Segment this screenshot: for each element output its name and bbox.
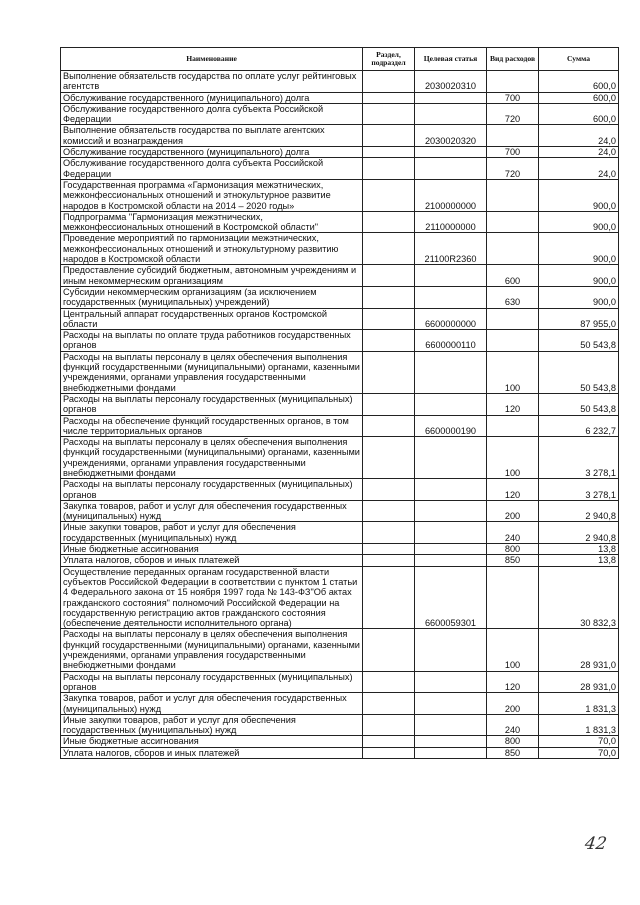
table-row: [61, 544, 619, 555]
row-section-cell: [363, 103, 415, 125]
row-section-cell: [363, 286, 415, 308]
row-expense-type-cell: [487, 415, 539, 437]
table-row: [61, 714, 619, 736]
row-section-cell: [363, 158, 415, 180]
row-target-cell: [415, 629, 487, 671]
row-expense-type-cell: [487, 211, 539, 233]
row-name-cell: Закупка товаров, работ и услуг для обеспечения государственных (муниципальных) нужд: [61, 500, 363, 522]
row-amount-cell: 6 232,7: [539, 415, 619, 437]
row-expense-type-cell: 720: [487, 158, 539, 180]
row-name-cell: Обслуживание государственного (муниципального) долга: [61, 92, 363, 103]
row-name-cell: Иные закупки товаров, работ и услуг для обеспечения государственных (муниципальных) нужд: [61, 522, 363, 544]
row-section-cell: [363, 437, 415, 479]
row-section-cell: [363, 147, 415, 158]
row-target-cell: [415, 522, 487, 544]
row-section-cell: [363, 71, 415, 93]
row-expense-type-cell: [487, 125, 539, 147]
row-name-cell: Подпрограмма "Гармонизация межэтнических, межконфессиональных отношений в Костромской области": [61, 211, 363, 233]
header-expense-type: Вид расходов: [487, 48, 539, 71]
row-name-cell: Расходы на выплаты персоналу в целях обеспечения выполнения функций государственными (муниципальными) органами, казенными учреждениями, органами управления государственными внебюджетными фондами: [61, 629, 363, 671]
row-name-cell: Иные бюджетные ассигнования: [61, 544, 363, 555]
row-amount-cell: 1 831,3: [539, 693, 619, 715]
row-section-cell: [363, 125, 415, 147]
table-row: [61, 265, 619, 287]
row-amount-cell: 600,0: [539, 92, 619, 103]
row-amount-cell: 50 543,8: [539, 330, 619, 352]
row-section-cell: [363, 566, 415, 629]
row-expense-type-cell: 200: [487, 500, 539, 522]
row-target-cell: [415, 158, 487, 180]
row-name-cell: Иные бюджетные ассигнования: [61, 736, 363, 747]
row-target-cell: [415, 351, 487, 393]
row-target-cell: [415, 671, 487, 693]
row-section-cell: [363, 693, 415, 715]
table-row: [61, 351, 619, 393]
row-section-cell: [363, 351, 415, 393]
row-name-cell: Расходы на выплаты персоналу государственных (муниципальных) органов: [61, 479, 363, 501]
table-row: [61, 308, 619, 330]
row-amount-cell: 2 940,8: [539, 500, 619, 522]
row-target-cell: [415, 92, 487, 103]
row-amount-cell: 2 940,8: [539, 522, 619, 544]
table-row: [61, 158, 619, 180]
row-amount-cell: 3 278,1: [539, 437, 619, 479]
row-name-cell: Выполнение обязательств государства по выплате агентских комиссий и вознаграждения: [61, 125, 363, 147]
row-name-cell: Проведение мероприятий по гармонизации межэтнических, межконфессиональных отношений и этнокультурному развитию народов в Костромской области: [61, 233, 363, 265]
row-section-cell: [363, 393, 415, 415]
row-amount-cell: 1 831,3: [539, 714, 619, 736]
row-expense-type-cell: 800: [487, 544, 539, 555]
row-target-cell: 2110000000: [415, 211, 487, 233]
row-target-cell: 21100R2360: [415, 233, 487, 265]
row-target-cell: 6600000000: [415, 308, 487, 330]
row-name-cell: Расходы на обеспечение функций государственных органов, в том числе территориальных органов: [61, 415, 363, 437]
row-section-cell: [363, 308, 415, 330]
row-expense-type-cell: 100: [487, 629, 539, 671]
table-row: [61, 330, 619, 352]
row-section-cell: [363, 211, 415, 233]
row-name-cell: Государственная программа «Гармонизация межэтнических, межконфессиональных отношений и этнокультурное развитие народов в Костромской области на 2014 – 2020 годы»: [61, 179, 363, 211]
row-expense-type-cell: 720: [487, 103, 539, 125]
row-amount-cell: 70,0: [539, 747, 619, 758]
row-expense-type-cell: 700: [487, 147, 539, 158]
row-target-cell: [415, 265, 487, 287]
row-expense-type-cell: 800: [487, 736, 539, 747]
row-section-cell: [363, 544, 415, 555]
table-row: [61, 125, 619, 147]
row-target-cell: [415, 544, 487, 555]
row-expense-type-cell: [487, 308, 539, 330]
row-amount-cell: 24,0: [539, 125, 619, 147]
row-amount-cell: 50 543,8: [539, 351, 619, 393]
table-row: [61, 92, 619, 103]
row-expense-type-cell: 240: [487, 522, 539, 544]
header-amount: Сумма: [539, 48, 619, 71]
budget-table: [60, 47, 619, 759]
row-expense-type-cell: [487, 233, 539, 265]
table-row: [61, 500, 619, 522]
page-number: 42: [583, 834, 609, 854]
row-name-cell: Расходы на выплаты персоналу государственных (муниципальных) органов: [61, 393, 363, 415]
row-section-cell: [363, 233, 415, 265]
row-name-cell: Осуществление переданных органам государственной власти субъектов Российской Федерации в соответствии с пунктом 1 статьи 4 Федерального закона от 15 ноября 1997 года № 143-ФЗ"Об актах гражданского состояния" полномочий Российской Федерации на государственную регистрацию актов гражданского состояния (обеспечение деятельности исполнительного органа): [61, 566, 363, 629]
row-amount-cell: 24,0: [539, 158, 619, 180]
row-target-cell: [415, 747, 487, 758]
table-row: [61, 415, 619, 437]
row-target-cell: [415, 693, 487, 715]
row-expense-type-cell: [487, 179, 539, 211]
table-row: [61, 555, 619, 566]
table-row: [61, 736, 619, 747]
row-amount-cell: 900,0: [539, 286, 619, 308]
row-amount-cell: 24,0: [539, 147, 619, 158]
row-amount-cell: 900,0: [539, 211, 619, 233]
row-expense-type-cell: 100: [487, 437, 539, 479]
row-name-cell: Выполнение обязательств государства по оплате услуг рейтинговых агентств: [61, 71, 363, 93]
row-section-cell: [363, 555, 415, 566]
row-name-cell: Уплата налогов, сборов и иных платежей: [61, 747, 363, 758]
row-name-cell: Предоставление субсидий бюджетным, автономным учреждениям и иным некоммерческим организациям: [61, 265, 363, 287]
row-target-cell: [415, 103, 487, 125]
row-amount-cell: 3 278,1: [539, 479, 619, 501]
row-amount-cell: 600,0: [539, 103, 619, 125]
table-row: [61, 103, 619, 125]
row-name-cell: Центральный аппарат государственных органов Костромской области: [61, 308, 363, 330]
table-row: [61, 522, 619, 544]
table-row: [61, 629, 619, 671]
row-name-cell: Расходы на выплаты персоналу государственных (муниципальных) органов: [61, 671, 363, 693]
row-name-cell: Расходы на выплаты по оплате труда работников государственных органов: [61, 330, 363, 352]
row-section-cell: [363, 330, 415, 352]
row-expense-type-cell: [487, 330, 539, 352]
row-amount-cell: 900,0: [539, 179, 619, 211]
row-expense-type-cell: 120: [487, 479, 539, 501]
header-target: Целевая статья: [415, 48, 487, 71]
row-target-cell: 6600000190: [415, 415, 487, 437]
row-section-cell: [363, 415, 415, 437]
row-section-cell: [363, 671, 415, 693]
table-row: [61, 693, 619, 715]
row-name-cell: Обслуживание государственного (муниципального) долга: [61, 147, 363, 158]
row-section-cell: [363, 92, 415, 103]
row-target-cell: [415, 437, 487, 479]
row-amount-cell: 50 543,8: [539, 393, 619, 415]
row-section-cell: [363, 179, 415, 211]
row-target-cell: 2100000000: [415, 179, 487, 211]
row-section-cell: [363, 714, 415, 736]
row-name-cell: Расходы на выплаты персоналу в целях обеспечения выполнения функций государственными (муниципальными) органами, казенными учреждениями, органами управления государственными внебюджетными фондами: [61, 351, 363, 393]
row-expense-type-cell: 120: [487, 393, 539, 415]
row-expense-type-cell: 700: [487, 92, 539, 103]
row-amount-cell: 600,0: [539, 71, 619, 93]
row-amount-cell: 28 931,0: [539, 671, 619, 693]
row-target-cell: 2030020320: [415, 125, 487, 147]
row-name-cell: Уплата налогов, сборов и иных платежей: [61, 555, 363, 566]
row-name-cell: Обслуживание государственного долга субъекта Российской Федерации: [61, 158, 363, 180]
table-row: [61, 233, 619, 265]
table-row: [61, 437, 619, 479]
row-target-cell: [415, 147, 487, 158]
table-row: [61, 147, 619, 158]
header-name: Наименование: [61, 48, 363, 71]
row-target-cell: [415, 714, 487, 736]
row-expense-type-cell: 630: [487, 286, 539, 308]
table-row: [61, 479, 619, 501]
row-amount-cell: 13,8: [539, 555, 619, 566]
row-expense-type-cell: 120: [487, 671, 539, 693]
row-name-cell: Обслуживание государственного долга субъекта Российской Федерации: [61, 103, 363, 125]
row-expense-type-cell: [487, 566, 539, 629]
row-amount-cell: 30 832,3: [539, 566, 619, 629]
row-section-cell: [363, 265, 415, 287]
row-amount-cell: 28 931,0: [539, 629, 619, 671]
row-name-cell: Расходы на выплаты персоналу в целях обеспечения выполнения функций государственными (муниципальными) органами, казенными учреждениями, органами управления государственными внебюджетными фондами: [61, 437, 363, 479]
row-target-cell: [415, 393, 487, 415]
row-section-cell: [363, 736, 415, 747]
row-expense-type-cell: 850: [487, 747, 539, 758]
row-name-cell: Субсидии некоммерческим организациям (за исключением государственных (муниципальных) учреждений): [61, 286, 363, 308]
row-target-cell: [415, 500, 487, 522]
row-target-cell: 2030020310: [415, 71, 487, 93]
row-section-cell: [363, 629, 415, 671]
header-section: Раздел, подраздел: [363, 48, 415, 71]
row-target-cell: [415, 286, 487, 308]
table-row: [61, 566, 619, 629]
table-row: [61, 671, 619, 693]
row-expense-type-cell: 600: [487, 265, 539, 287]
row-section-cell: [363, 479, 415, 501]
row-section-cell: [363, 747, 415, 758]
row-name-cell: Иные закупки товаров, работ и услуг для обеспечения государственных (муниципальных) нужд: [61, 714, 363, 736]
row-amount-cell: 70,0: [539, 736, 619, 747]
row-amount-cell: 900,0: [539, 233, 619, 265]
table-row: [61, 393, 619, 415]
table-row: [61, 71, 619, 93]
row-section-cell: [363, 500, 415, 522]
table-body: [61, 71, 619, 759]
row-amount-cell: 13,8: [539, 544, 619, 555]
row-expense-type-cell: [487, 71, 539, 93]
row-target-cell: 6600000110: [415, 330, 487, 352]
table-row: [61, 179, 619, 211]
row-section-cell: [363, 522, 415, 544]
row-expense-type-cell: 240: [487, 714, 539, 736]
row-amount-cell: 87 955,0: [539, 308, 619, 330]
table-row: [61, 211, 619, 233]
row-name-cell: Закупка товаров, работ и услуг для обеспечения государственных (муниципальных) нужд: [61, 693, 363, 715]
table-row: [61, 286, 619, 308]
row-target-cell: [415, 555, 487, 566]
row-expense-type-cell: 100: [487, 351, 539, 393]
table-row: [61, 747, 619, 758]
row-target-cell: [415, 736, 487, 747]
row-target-cell: 6600059301: [415, 566, 487, 629]
row-expense-type-cell: 200: [487, 693, 539, 715]
header-row: [61, 48, 619, 71]
row-target-cell: [415, 479, 487, 501]
row-amount-cell: 900,0: [539, 265, 619, 287]
row-expense-type-cell: 850: [487, 555, 539, 566]
